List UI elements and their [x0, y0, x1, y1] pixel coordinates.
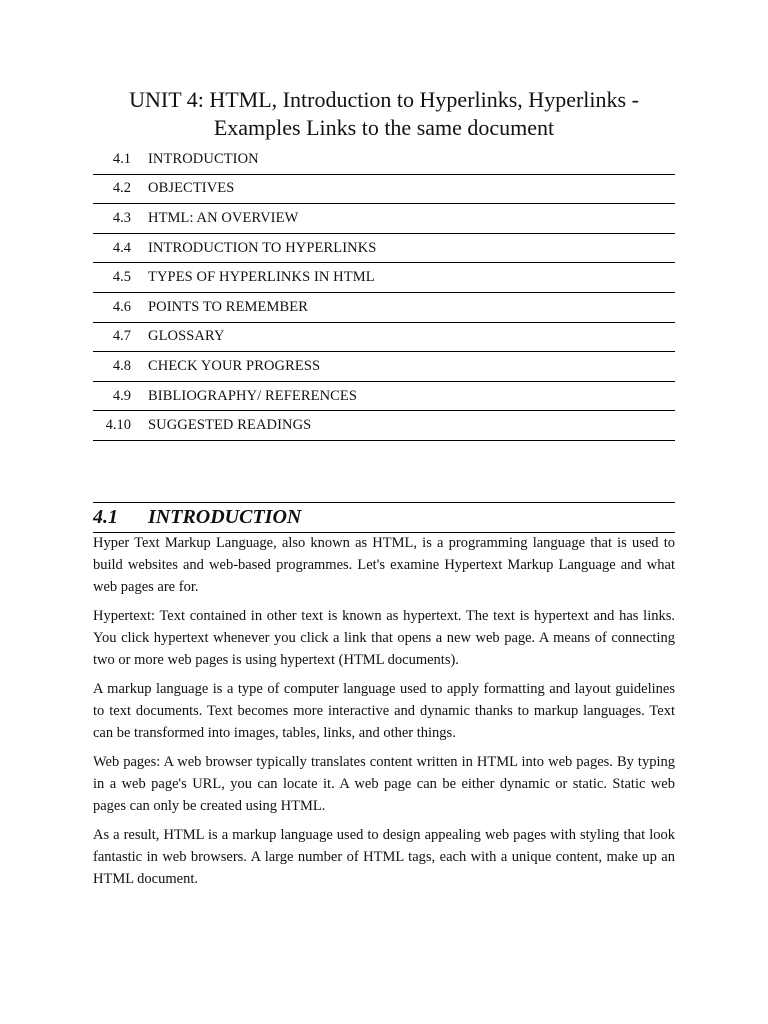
- toc-item-number: 4.4: [112, 239, 131, 256]
- toc-item-number: 4.7: [112, 328, 131, 345]
- toc-item-label: INTRODUCTION TO HYPERLINKS: [148, 239, 377, 256]
- toc-item-label: OBJECTIVES: [148, 180, 235, 197]
- section-number: 4.1: [93, 506, 118, 528]
- toc-item-label: SUGGESTED READINGS: [148, 417, 312, 434]
- toc-item-label: GLOSSARY: [148, 328, 225, 345]
- toc-item[interactable]: [93, 145, 675, 175]
- toc-item-number: 4.1: [112, 150, 131, 167]
- toc-item[interactable]: [93, 352, 675, 382]
- toc-item[interactable]: [93, 175, 675, 205]
- toc-item-label: CHECK YOUR PROGRESS: [148, 357, 321, 374]
- toc-item-number: 4.6: [112, 298, 131, 315]
- toc-item[interactable]: [93, 263, 675, 293]
- toc-item[interactable]: [93, 323, 675, 353]
- toc-item-number: 4.3: [112, 209, 131, 226]
- toc-item-label: BIBLIOGRAPHY/ REFERENCES: [148, 387, 358, 404]
- toc-item[interactable]: [93, 204, 675, 234]
- toc-item-label: TYPES OF HYPERLINKS IN HTML: [148, 269, 375, 286]
- toc-item[interactable]: [93, 293, 675, 323]
- toc-item-number: 4.10: [105, 417, 131, 434]
- paragraph: Web pages: A web browser typically translates content written in HTML into web pages. By typing in a web page's URL, you can locate it. A web page can be either dynamic or static. Static web pages can only be created using HTML.: [93, 754, 675, 814]
- section-body: [93, 532, 675, 897]
- toc-item-label: HTML: AN OVERVIEW: [148, 209, 299, 226]
- toc-item-number: 4.9: [112, 387, 131, 404]
- toc-item[interactable]: [93, 411, 675, 441]
- table-of-contents: [93, 145, 675, 441]
- toc-item-number: 4.8: [112, 357, 131, 374]
- page-title: UNIT 4: HTML, Introduction to Hyperlinks, Hyperlinks - Examples Links to the same document: [129, 87, 639, 140]
- toc-item-label: POINTS TO REMEMBER: [148, 298, 308, 315]
- toc-item[interactable]: [93, 234, 675, 264]
- toc-item-label: INTRODUCTION: [148, 150, 259, 167]
- section-heading: [93, 502, 675, 533]
- paragraph: As a result, HTML is a markup language used to design appealing web pages with styling that look fantastic in web browsers. A large number of HTML tags, each with a unique content, make up an HTML document.: [93, 827, 675, 887]
- section-title: INTRODUCTION: [148, 506, 302, 528]
- toc-item-number: 4.5: [112, 269, 131, 286]
- paragraph: A markup language is a type of computer language used to apply formatting and layout guidelines to text documents. Text becomes more interactive and dynamic thanks to markup languages. Text can be transformed into images, tables, links, and other things.: [93, 681, 675, 741]
- paragraph: Hyper Text Markup Language, also known as HTML, is a programming language that is used to build websites and web-based programmes. Let's examine Hypertext Markup Language and what web pages are for.: [93, 535, 675, 595]
- toc-item-number: 4.2: [112, 180, 131, 197]
- toc-item[interactable]: [93, 382, 675, 412]
- paragraph: Hypertext: Text contained in other text is known as hypertext. The text is hypertext and has links. You click hypertext whenever you click a link that opens a new web page. A means of connecting two or more web pages is using hypertext (HTML documents).: [93, 608, 675, 668]
